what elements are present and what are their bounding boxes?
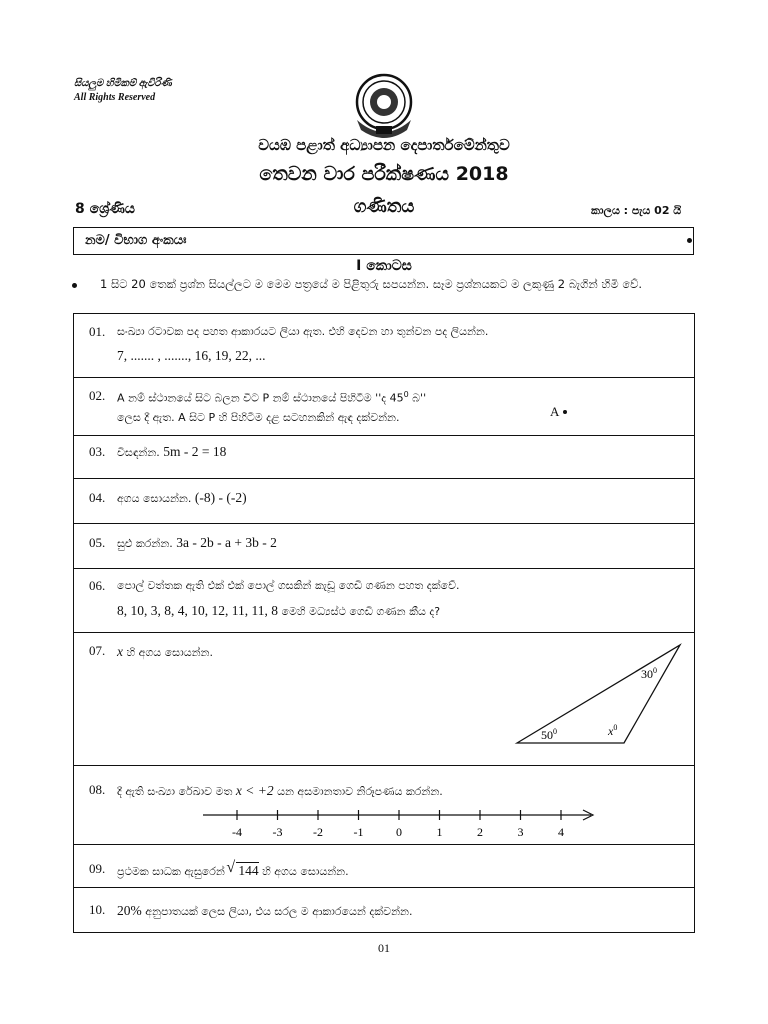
question-line (117, 783, 443, 799)
square-root (226, 859, 259, 879)
question-divider (73, 844, 695, 845)
department-name: වයඹ පළාත් අධ්‍යාපන දෙපාර්තමේන්තුව (258, 136, 510, 154)
radical-sign-icon: √ (226, 859, 236, 876)
number-line-label: 1 (436, 825, 443, 839)
time-allowed: කාලය : පැය 02 යි (591, 204, 682, 217)
question-text: විසඳන්න. (117, 446, 160, 459)
question-text (117, 390, 426, 406)
subject-title: ගණිතය (353, 196, 415, 217)
number-line-label: -1 (353, 825, 364, 839)
grade-label: 8 ශ්‍රේණිය (75, 201, 135, 217)
question-number: 06. (89, 578, 106, 593)
angle-x-label: $x^0$ (608, 723, 618, 738)
question-number: 04. (89, 490, 106, 505)
question-number: 01. (89, 324, 106, 339)
instruction-text: 1 සිට 20 තෙක් ප්‍රශ්න සියල්ලට ම මෙම පත්‍රයේ ම පිළිතුරු සපයන්න. සෑම ප්‍රශ්නයකට ම ලකුණු 2 බැගින් හිමි වේ. (100, 277, 643, 291)
question-number: 07. (89, 643, 106, 658)
number-line-label: 3 (517, 825, 524, 839)
rights-sinhala: සියලුම හිමිකම් ඇවිරිණි (74, 78, 172, 89)
field-dot (687, 238, 692, 243)
question-divider (73, 523, 695, 524)
question-number: 08. (89, 782, 106, 797)
exam-title: තෙවන වාර පරීක්ෂණය 2018 (259, 163, 509, 185)
number-line-label: 4 (558, 825, 564, 839)
question-number: 09. (89, 861, 106, 876)
question-divider (73, 632, 695, 633)
number-line-label: -3 (272, 825, 283, 839)
question-text: දී ඇති සංඛ්‍යා රේඛාව මත (117, 785, 233, 798)
angle-30-label: $30^0$ (641, 666, 657, 681)
question-text: හි අගය සොයන්න. (262, 865, 349, 878)
question-text: මෙහි මධ්‍යස්ථ ගෙඩි ගණන කීය ද? (281, 605, 441, 618)
point-a-dot (563, 410, 567, 414)
page-number: 01 (378, 941, 390, 955)
question-text: හි අගය සොයන්න. (123, 646, 213, 659)
question-line (117, 644, 213, 660)
question-text: ලෙස දී ඇත. A සිට P හි පිහිටීම දළ සටහනකින් ඇඳ දක්වන්න. (117, 411, 400, 424)
question-divider (73, 887, 695, 888)
question-text: සුළු කරන්න. (117, 537, 173, 550)
question-text: යන අසමානතාව නිරූපණය කරන්න. (277, 785, 443, 798)
inequality: x < +2 (235, 783, 274, 798)
question-divider (73, 568, 695, 569)
rights-english: All Rights Reserved (74, 92, 156, 103)
radicand: 144 (238, 863, 259, 878)
question-divider (73, 377, 695, 378)
degree-mark: 0 (403, 390, 409, 399)
question-text: ප්‍රථමක සාධක ඇසුරෙන් (117, 865, 225, 878)
question-text: පොල් වත්තක ඇති එක් එක් පොල් ගසකින් කැඩූ ගෙඩි ගණන පහත දක්වේ. (117, 579, 460, 592)
equation: 5m - 2 = 18 (163, 444, 227, 459)
triangle-diagram (510, 640, 690, 750)
question-text: අගය සොයන්න. (117, 492, 192, 505)
bearing-text: A නම් ස්ථානයේ සිට බලන විට P නම් ස්ථානයේ පිහිටීම ''ද 45 (117, 391, 404, 405)
question-number: 10. (89, 902, 106, 917)
question-line (117, 903, 412, 919)
question-line (117, 490, 247, 506)
instruction-bullet (72, 283, 77, 288)
question-text: අනුපාතයක් ලෙස ලියා, එය සරල ම ආකාරයෙන් දක්වන්න. (145, 905, 413, 918)
question-line (117, 603, 440, 619)
question-text: සංඛ්‍යා රටාවක පද පහත ආකාරයට ලියා ඇත. එහි දෙවන හා තුන්වන පද ලියන්න. (117, 325, 489, 338)
expression: 3a - 2b - a + 3b - 2 (176, 535, 277, 550)
percentage: 20% (117, 903, 142, 918)
question-divider (73, 478, 695, 479)
number-line-label: -4 (232, 825, 242, 839)
question-line (117, 444, 226, 460)
question-divider (73, 435, 695, 436)
data-list: 8, 10, 3, 8, 4, 10, 12, 11, 11, 8 (117, 603, 278, 618)
point-a-label: A (550, 404, 560, 419)
expression: (-8) - (-2) (194, 490, 247, 505)
question-number: 03. (89, 444, 106, 459)
variable-x: x (117, 644, 123, 659)
number-pattern: 7, ....... , ......., 16, 19, 22, ... (117, 348, 266, 363)
question-divider (73, 765, 695, 766)
number-line-label: 0 (396, 825, 402, 839)
bearing-text-end: බ'' (408, 391, 427, 405)
question-number: 02. (89, 388, 106, 403)
name-index-label: නම/ විභාග අංකයඃ (85, 233, 187, 248)
question-line (117, 859, 349, 879)
angle-50-label: $50^0$ (541, 727, 557, 742)
number-line-label: -2 (313, 825, 323, 839)
question-number: 05. (89, 535, 106, 550)
part-title: I කොටස (356, 258, 412, 274)
department-emblem-icon (343, 72, 425, 142)
copyright-notice (74, 77, 172, 105)
number-line-label: 2 (477, 825, 483, 839)
number-line (195, 806, 605, 842)
question-line (117, 535, 277, 551)
